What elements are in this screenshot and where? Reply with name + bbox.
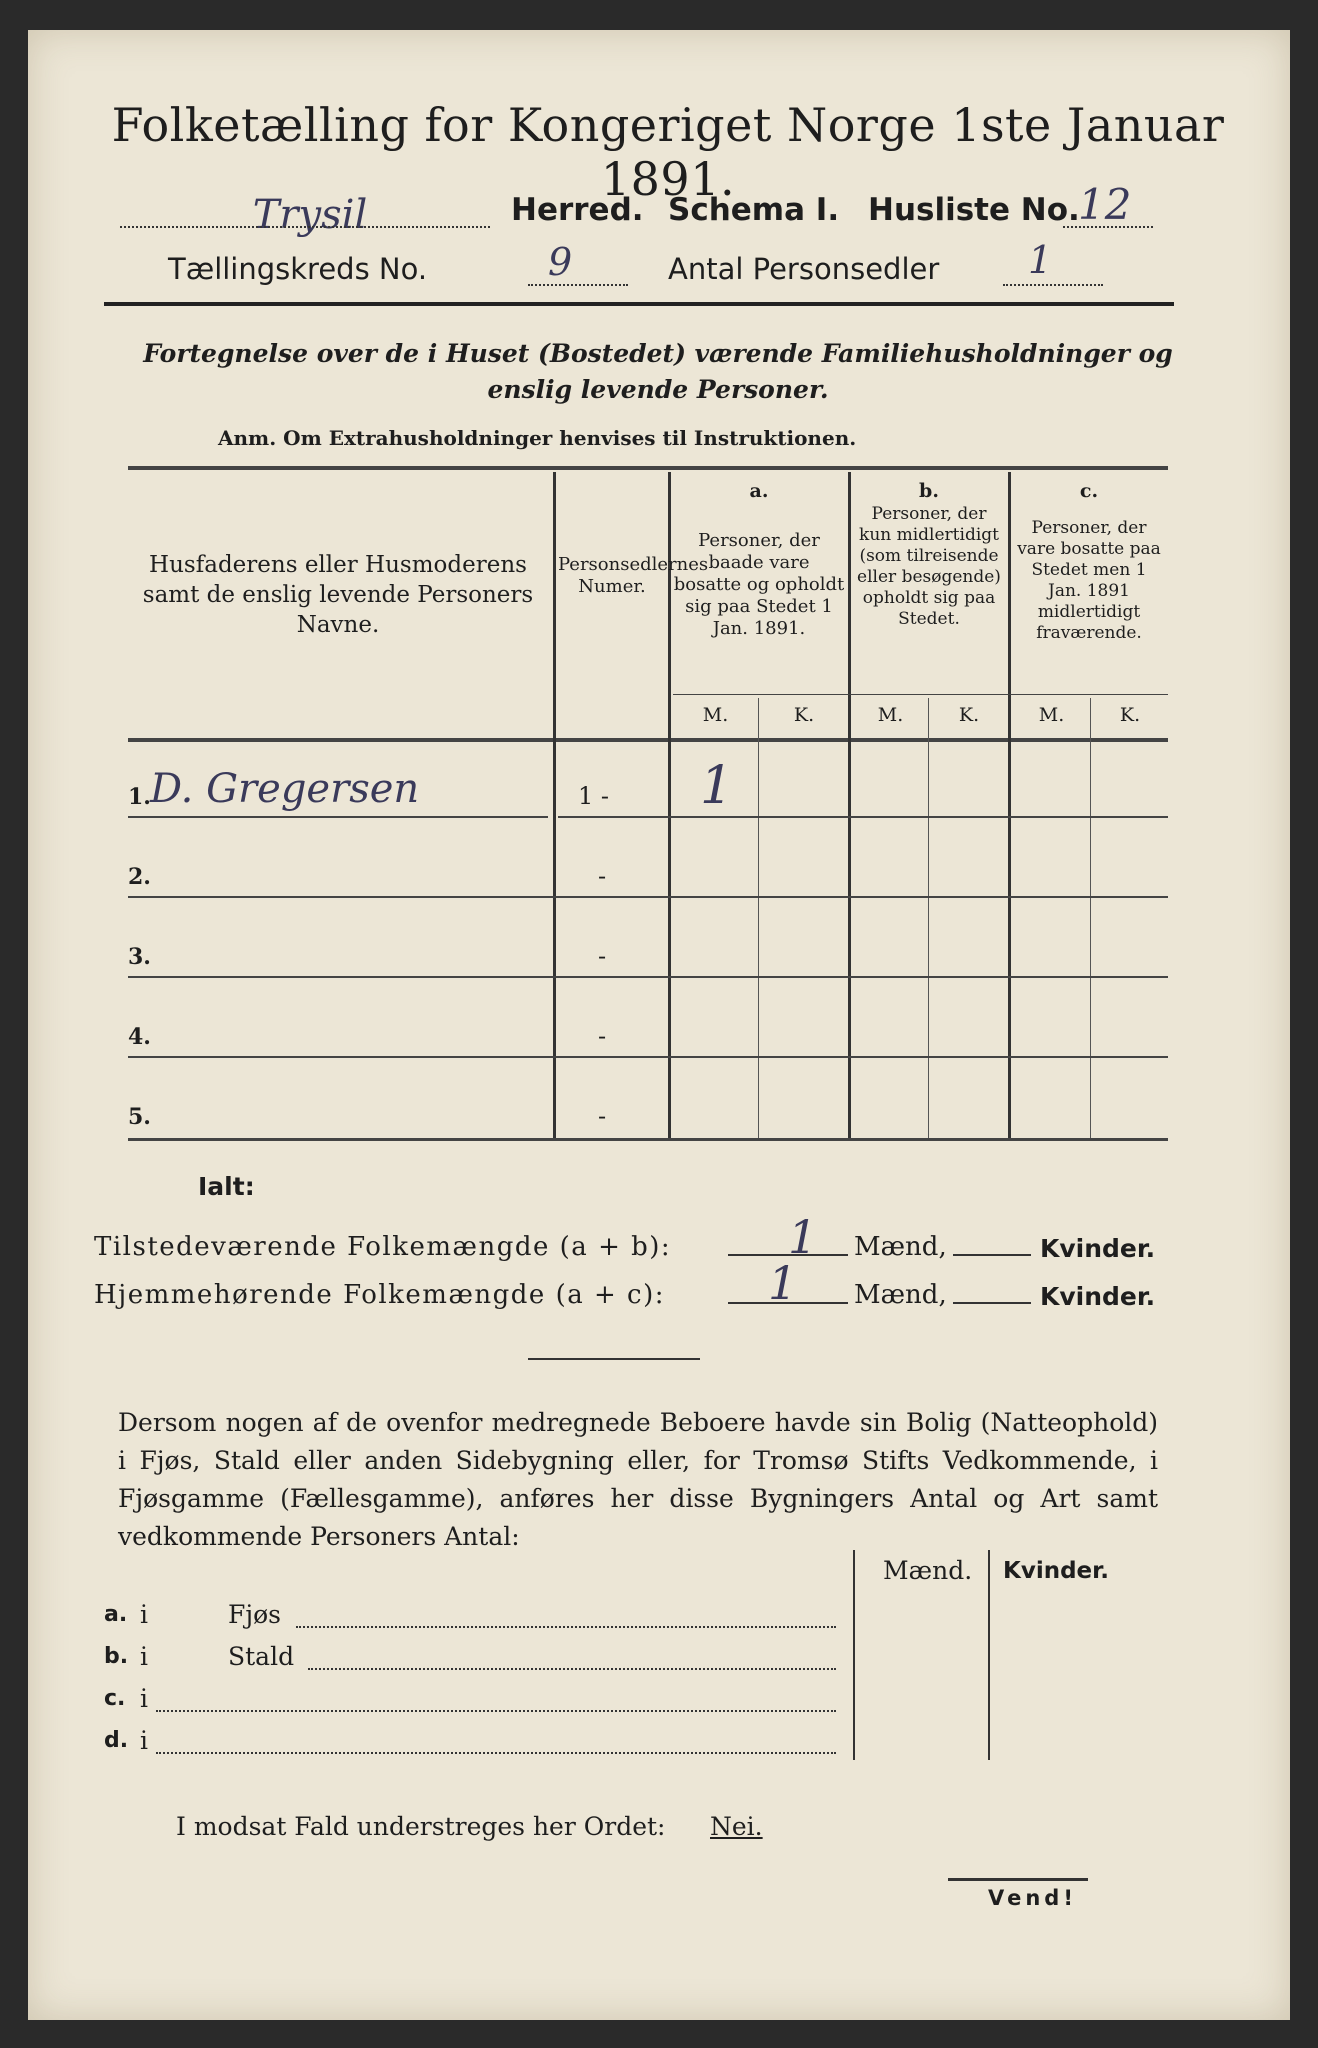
building-row-letter: b. — [104, 1644, 129, 1669]
building-row-dotline — [156, 1710, 836, 1712]
building-row-i: i — [140, 1726, 148, 1755]
row-num: - — [598, 1022, 607, 1050]
building-row-i: i — [140, 1684, 148, 1713]
schema-label: Schema I. — [668, 192, 840, 228]
header-a-letter: a. — [749, 480, 769, 502]
row-number: 2. — [128, 864, 151, 890]
section-divider — [528, 1358, 700, 1360]
mk-rule — [673, 694, 1168, 695]
building-row-letter: a. — [104, 1602, 128, 1627]
building-row-letter: c. — [104, 1686, 126, 1711]
row-name: D. Gregersen — [150, 766, 420, 812]
tilstede-label: Tilstedeværende Folkemængde (a + b): — [94, 1232, 672, 1262]
building-row-dotline — [296, 1626, 836, 1628]
antal-label: Antal Personsedler — [668, 252, 940, 286]
vend-label: Vend! — [988, 1886, 1077, 1910]
tilstede-kvinder-label: Kvinder. — [1040, 1234, 1156, 1263]
row-rule — [558, 816, 1168, 818]
row-num: - — [598, 862, 607, 890]
form-title: Folketælling for Kongeriget Norge 1ste Januar 1891. — [111, 98, 1225, 206]
tilstede-maend-label: Mænd, — [854, 1232, 947, 1262]
header-a: Personer, der baade vare bosatte og opholdt sig paa Stedet 1 Jan. 1891. — [673, 530, 845, 639]
tilstede-maend-value: 1 — [788, 1210, 818, 1264]
row-rule — [128, 816, 548, 818]
table-top-rule — [128, 466, 1168, 470]
header-c-letter: c. — [1079, 480, 1099, 502]
col-divider — [848, 472, 851, 1138]
herred-field — [120, 192, 500, 238]
intro-text: Fortegnelse over de i Huset (Bostedet) værende Familiehusholdninger og enslig levende Personer. — [143, 339, 1173, 404]
herred-value: Trysil — [252, 192, 368, 238]
building-row-label: Stald — [228, 1642, 295, 1671]
header-a-m: M. — [702, 704, 729, 726]
row-a-m: 1 — [700, 756, 734, 816]
table-header-rule — [128, 738, 1168, 742]
header-num: Personsedlernes Numer. — [558, 554, 709, 597]
row-number: 5. — [128, 1104, 151, 1130]
buildings-col-divider — [988, 1550, 990, 1760]
header-rule — [104, 302, 1174, 306]
anm-note: Anm. Om Extrahusholdninger henvises til Instruktionen. — [218, 426, 857, 450]
header-b-letter: b. — [919, 480, 939, 502]
row-num: - — [598, 1102, 607, 1130]
col-divider — [553, 472, 556, 1138]
kreds-value: 9 — [548, 240, 573, 284]
header-c-k: K. — [1119, 704, 1141, 726]
hjemme-maend-line — [728, 1302, 848, 1304]
row-number: 1. — [128, 784, 151, 810]
hjemme-label: Hjemmehørende Folkemængde (a + c): — [94, 1280, 665, 1310]
row-number: 4. — [128, 1024, 151, 1050]
husliste-value: 12 — [1078, 180, 1132, 229]
building-row-dotline — [156, 1752, 836, 1754]
header-name: Husfaderens eller Husmoderens samt de enslig levende Personers Navne. — [142, 552, 534, 638]
building-row-i: i — [140, 1642, 148, 1671]
nei-word: Nei. — [710, 1812, 763, 1841]
household-table — [128, 466, 1168, 1136]
building-row-i: i — [140, 1600, 148, 1629]
hjemme-kvinder-label: Kvinder. — [1040, 1282, 1156, 1311]
row-rule — [128, 1056, 1168, 1058]
row-rule — [128, 896, 1168, 898]
husliste-label: Husliste No. — [868, 192, 1080, 228]
hjemme-maend-value: 1 — [768, 1256, 798, 1310]
buildings-kvinder-header: Kvinder. — [1003, 1558, 1109, 1584]
header-c-m: M. — [1038, 704, 1065, 726]
husliste-dotline — [1063, 226, 1153, 228]
herred-label: Herred. — [511, 192, 644, 228]
vend-rule — [948, 1878, 1088, 1881]
row-num: 1 - — [578, 782, 610, 810]
ialt-label: Ialt: — [198, 1172, 255, 1201]
table-bottom-rule — [128, 1138, 1168, 1141]
buildings-paragraph: Dersom nogen af de ovenfor medregnede Beboere havde sin Bolig (Natteophold) i Fjøs, Stald eller anden Sidebygning eller, for Tromsø Stifts Vedkommende, i Fjøsgamme (Fællesgamme), anføres her disse Bygningers Antal og Art samt vedkommende Personers Antal: — [118, 1408, 1158, 1551]
buildings-maend-header: Mænd. — [883, 1556, 973, 1585]
buildings-col-divider — [853, 1550, 855, 1760]
mk-divider — [1090, 698, 1091, 1138]
header-b-m: M. — [877, 704, 904, 726]
header-a-k: K. — [793, 704, 815, 726]
header-b-k: K. — [958, 704, 980, 726]
col-divider — [1008, 472, 1011, 1138]
tilstede-kvinder-line — [953, 1254, 1031, 1256]
row-number: 3. — [128, 944, 151, 970]
row-rule — [128, 976, 1168, 978]
building-row-dotline — [308, 1668, 836, 1670]
kreds-dotline — [528, 284, 628, 286]
antal-value: 1 — [1028, 238, 1053, 282]
hjemme-maend-label: Mænd, — [854, 1280, 947, 1310]
antal-dotline — [1003, 284, 1103, 286]
census-form-page — [28, 30, 1290, 2020]
mk-divider — [928, 698, 929, 1138]
building-row-label: Fjøs — [228, 1600, 281, 1629]
hjemme-kvinder-line — [953, 1302, 1031, 1304]
row-num: - — [598, 942, 607, 970]
building-row-letter: d. — [104, 1728, 129, 1753]
header-c: Personer, der vare bosatte paa Stedet men 1 Jan. 1891 midlertidigt fraværende. — [1017, 518, 1161, 643]
header-b: Personer, der kun midlertidigt (som tilreisende eller besøgende) opholdt sig paa Stedet. — [857, 504, 1001, 629]
kreds-label: Tællingskreds No. — [168, 252, 428, 286]
herred-dotline — [120, 226, 490, 228]
modsat-text: I modsat Fald understreges her Ordet: — [176, 1812, 666, 1841]
mk-divider — [758, 698, 759, 1138]
